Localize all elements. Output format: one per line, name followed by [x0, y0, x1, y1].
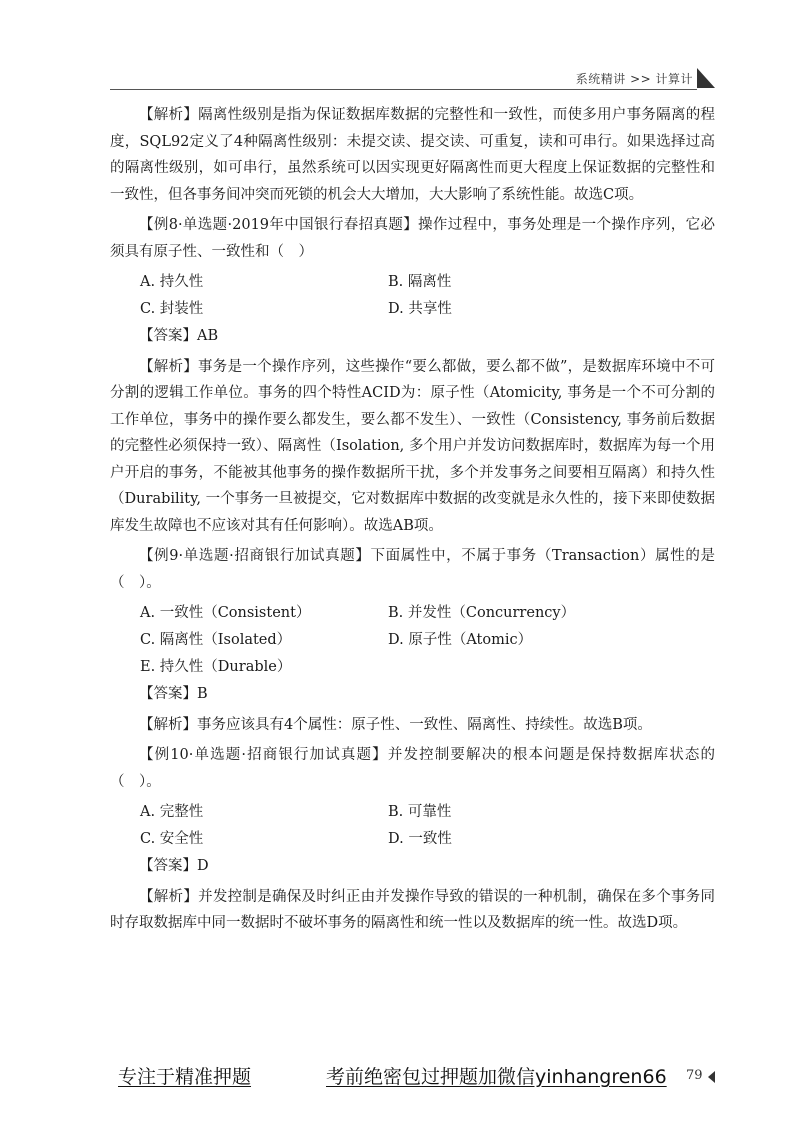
header-rule [110, 89, 697, 90]
page-header [110, 66, 715, 92]
option-item: D. 一致性 [388, 831, 452, 847]
paragraph: 【解析】事务应该具有4个属性：原子性、一致性、隔离性、持续性。故选B项。 [139, 716, 652, 733]
option-item: B. 并发性（Concurrency） [388, 605, 576, 621]
page-footer [118, 1062, 718, 1092]
option-item: A. 一致性（Consistent） [140, 605, 311, 621]
answer-line: 【答案】AB [139, 328, 219, 344]
header-title: 系统精讲 >> 计算计 [575, 72, 693, 86]
option-item: E. 持久性（Durable） [140, 659, 292, 675]
option-item: B. 可靠性 [388, 804, 452, 820]
option-item: C. 隔离性（Isolated） [140, 632, 292, 648]
answer-line: 【答案】D [139, 858, 209, 874]
footer-slogan-left: 专注于精准押题 [118, 1066, 252, 1088]
header-triangle-icon [697, 68, 715, 88]
footer-slogan-right: 考前绝密包过押题加微信yinhangren66 [326, 1066, 667, 1088]
option-item: A. 持久性 [140, 274, 204, 290]
answer-line: 【答案】B [139, 686, 208, 702]
option-list [110, 269, 715, 323]
option-item: C. 安全性 [140, 831, 204, 847]
page-number: 79 [686, 1068, 703, 1083]
option-item: A. 完整性 [140, 804, 204, 820]
paragraph: 【解析】隔离性级别是指为保证数据库数据的完整性和一致性，而使多用户事务隔离的程度，SQL92定义了4种隔离性级别：未提交读、提交读、可重复，读和可串行。如果选择过高的隔离性级别，如可串行，虽然系统可以因实现更好隔离性而更大程度上保证数据的完整性和一致性，但各事务间冲突而死锁的机会大大增加，大大影响了系统性能。故选C项。 [110, 107, 715, 203]
option-item: B. 隔离性 [388, 274, 452, 290]
page-triangle-icon [708, 1071, 715, 1083]
option-item: C. 封装性 [140, 301, 204, 317]
page-content [110, 102, 715, 941]
option-item: D. 原子性（Atomic） [388, 632, 533, 648]
paragraph: 【例10·单选题·招商银行加试真题】并发控制要解决的根本问题是保持数据库状态的（ ）。 [110, 747, 715, 790]
paragraph: 【例9·单选题·招商银行加试真题】下面属性中，不属于事务（Transaction）属性的是（ ）。 [110, 548, 715, 591]
paragraph: 【解析】并发控制是确保及时纠正由并发操作导致的错误的一种机制，确保在多个事务同时存取数据库中同一数据时不破坏事务的隔离性和统一性以及数据库的统一性。故选D项。 [110, 888, 715, 931]
option-list [110, 799, 715, 853]
paragraph: 【例8·单选题·2019年中国银行春招真题】操作过程中，事务处理是一个操作序列，它必须具有原子性、一致性和（ ） [110, 217, 715, 260]
paragraph: 【解析】事务是一个操作序列，这些操作“要么都做，要么都不做”，是数据库环境中不可分割的逻辑工作单位。事务的四个特性ACID为：原子性（Atomicity, 事务是一个不可分割的工作单位，事务中的操作要么都发生，要么都不发生）、一致性（Consistency, 事务前后数据的完整性必须保持一致）、隔离性（Isolation, 多个用户并发访问数据库时，数据库为每一个用户开启的事务，不能被其他事务的操作数据所干扰，多个并发事务之间要相互隔离）和持久性（Durability, 一个事务一旦被提交，它对数据库中数据的改变就是永久性的，接下来即使数据库发生故障也不应该对其有任何影响）。故选AB项。 [110, 358, 715, 534]
option-item: D. 共享性 [388, 301, 452, 317]
option-list [110, 600, 715, 681]
